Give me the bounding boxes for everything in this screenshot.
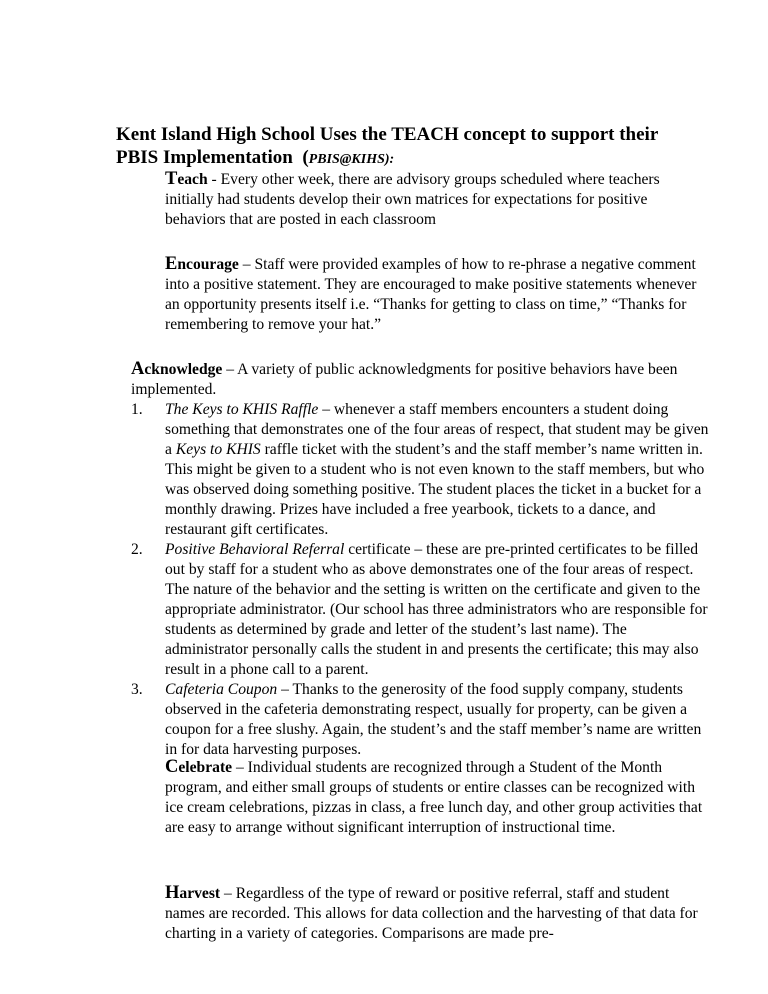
encourage-heading bbox=[165, 256, 239, 273]
acknowledge-heading-rest: cknowledge bbox=[144, 361, 223, 378]
section-teach bbox=[165, 169, 709, 230]
list-item-title: Positive Behavioral Referral bbox=[165, 541, 345, 558]
teach-heading-rest: each bbox=[177, 171, 208, 188]
section-harvest bbox=[165, 883, 709, 944]
list-item-text: certificate – these are pre-printed certificates to be filled out by staff for a student who as above demonstrates one of the four areas of respect. The nature of the behavior and the setting is written on the certificate and given to the appropriate administrator. (Our school has three administrators who are responsible for students as determined by grade and letter of the student’s last name). The administrator personally calls the student in and presents the certificate; this may also result in a phone call to a parent. bbox=[165, 541, 708, 678]
celebrate-body: – Individual students are recognized through a Student of the Month program, and either small groups of students or entire classes can be recognized with ice cream celebrations, pizzas in class, a free lunch day, and other group activities that are easy to arrange without significant interruption of instructional time. bbox=[165, 759, 703, 836]
list-item-text: – Thanks to the generosity of the food supply company, students observed in the cafeteria demonstrating respect, usually for property, can be given a coupon for a free slushy. Again, the student’s and the staff member’s name are written in for data harvesting purposes. bbox=[165, 681, 702, 758]
section-encourage bbox=[165, 254, 709, 335]
list-item-text-cont: raffle ticket with the student’s and the staff member’s name written in. This might be given to a student who is not even known to the staff members, but who was observed doing something positive. The student places the ticket in a bucket for a monthly drawing. Prizes have included a free yearbook, tickets to a dance, and restaurant gift certificates. bbox=[165, 441, 705, 538]
list-item-number: 3. bbox=[131, 681, 143, 698]
celebrate-heading bbox=[165, 759, 232, 776]
list-item-title: Cafeteria Coupon bbox=[165, 681, 278, 698]
title-paren-text: PBIS@KIHS): bbox=[308, 152, 395, 167]
acknowledge-list bbox=[131, 400, 709, 760]
acknowledge-intro bbox=[131, 359, 709, 400]
title-paren-open: ( bbox=[302, 147, 309, 168]
acknowledge-heading-cap: A bbox=[131, 359, 145, 379]
section-acknowledge bbox=[131, 359, 709, 760]
celebrate-heading-rest: elebrate bbox=[178, 759, 233, 776]
list-item-text: – whenever a staff members encounters a student doing something that demonstrates one of the four areas of respect, that student may be given a bbox=[165, 401, 709, 458]
list-item-number: 2. bbox=[131, 541, 143, 558]
list-item bbox=[131, 540, 709, 680]
harvest-body: – Regardless of the type of reward or positive referral, staff and student names are recorded. This allows for data collection and the harvesting of that data for charting in a variety of categories. Comparisons are made pre- bbox=[165, 885, 698, 942]
celebrate-heading-cap: C bbox=[165, 757, 179, 777]
teach-body: - Every other week, there are advisory groups scheduled where teachers initially had students develop their own matrices for expectations for positive behaviors that are posted in each classroom bbox=[165, 171, 660, 228]
list-item bbox=[131, 400, 709, 540]
list-item-title: The Keys to KHIS Raffle bbox=[165, 401, 319, 418]
section-celebrate bbox=[165, 757, 709, 838]
acknowledge-body: – A variety of public acknowledgments for positive behaviors have been implemented. bbox=[131, 361, 678, 398]
list-item bbox=[131, 680, 709, 760]
title-line-2: PBIS Implementation bbox=[116, 147, 293, 168]
harvest-heading-cap: H bbox=[165, 883, 180, 903]
encourage-heading-cap: E bbox=[165, 254, 178, 274]
list-item-emphasis: Keys to KHIS bbox=[175, 441, 261, 458]
acknowledge-heading bbox=[131, 361, 222, 378]
encourage-heading-rest: ncourage bbox=[177, 256, 239, 273]
title-line-1: Kent Island High School Uses the TEACH concept to support their bbox=[116, 124, 659, 145]
teach-heading bbox=[165, 171, 208, 188]
list-item-number: 1. bbox=[131, 401, 143, 418]
document-title bbox=[116, 123, 716, 171]
teach-heading-cap: T bbox=[165, 169, 178, 189]
encourage-body: – Staff were provided examples of how to re-phrase a negative comment into a positive statement. They are encouraged to make positive statements whenever an opportunity presents itself i.e. “Thanks for getting to class on time,” “Thanks for remembering to remove your hat.” bbox=[165, 256, 697, 333]
harvest-heading-rest: arvest bbox=[179, 885, 221, 902]
harvest-heading bbox=[165, 885, 220, 902]
